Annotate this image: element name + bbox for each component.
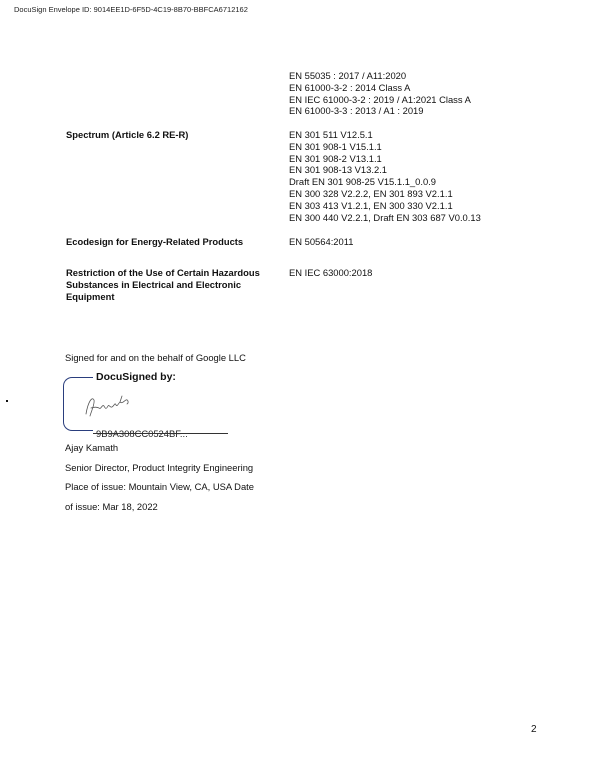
signer-id-strikethrough — [93, 433, 228, 434]
spectrum-standard: EN 301 908-2 V13.1.1 — [289, 152, 382, 164]
emc-standard: EN 61000-3-2 : 2014 Class A — [289, 81, 411, 93]
spectrum-standard: EN 301 908-1 V15.1.1 — [289, 140, 382, 152]
emc-standard: EN IEC 61000-3-2 : 2019 / A1:2021 Class A — [289, 93, 471, 105]
rohs-label-line: Restriction of the Use of Certain Hazardous — [66, 267, 260, 278]
spectrum-label: Spectrum (Article 6.2 RE-R) — [66, 129, 189, 140]
signer-name: Ajay Kamath — [65, 442, 119, 453]
docusigned-by-label: DocuSigned by: — [96, 371, 176, 383]
signed-for-text: Signed for and on the behalf of Google LLC — [65, 352, 246, 363]
ecodesign-standard: EN 50564:2011 — [289, 236, 354, 247]
spectrum-standards-list — [289, 129, 481, 223]
docusign-signer-id: 9B9A308CC0524BF... — [96, 428, 188, 439]
rohs-label — [66, 267, 260, 302]
spectrum-standard: EN 300 328 V2.2.2, EN 301 893 V2.1.1 — [289, 187, 453, 199]
spectrum-standard: EN 301 511 V12.5.1 — [289, 129, 373, 140]
rohs-label-line: Substances in Electrical and Electronic — [66, 278, 242, 290]
margin-dot — [6, 400, 8, 402]
handwritten-signature — [82, 390, 138, 420]
spectrum-standard: EN 303 413 V1.2.1, EN 300 330 V2.1.1 — [289, 199, 453, 211]
rohs-label-line: Equipment — [66, 290, 115, 302]
place-of-issue-line-2: of issue: Mar 18, 2022 — [65, 501, 158, 512]
place-of-issue-line-1: Place of issue: Mountain View, CA, USA Date — [65, 481, 254, 492]
rohs-standard: EN IEC 63000:2018 — [289, 267, 373, 278]
emc-standard: EN 61000-3-3 : 2013 / A1 : 2019 — [289, 105, 424, 117]
spectrum-standard: EN 301 908-13 V13.2.1 — [289, 164, 387, 176]
docusign-envelope-id: DocuSign Envelope ID: 9014EE1D-6F5D-4C19-8B70-BBFCA6712162 — [14, 5, 248, 14]
page-number: 2 — [531, 724, 537, 735]
emc-standard: EN 55035 : 2017 / A11:2020 — [289, 70, 407, 81]
spectrum-standard: EN 300 440 V2.2.1, Draft EN 303 687 V0.0.13 — [289, 211, 481, 223]
signer-title: Senior Director, Product Integrity Engineering — [65, 462, 254, 473]
spectrum-standard: Draft EN 301 908-25 V15.1.1_0.0.9 — [289, 176, 436, 188]
emc-standards-list — [289, 70, 471, 117]
ecodesign-label: Ecodesign for Energy-Related Products — [66, 236, 244, 247]
